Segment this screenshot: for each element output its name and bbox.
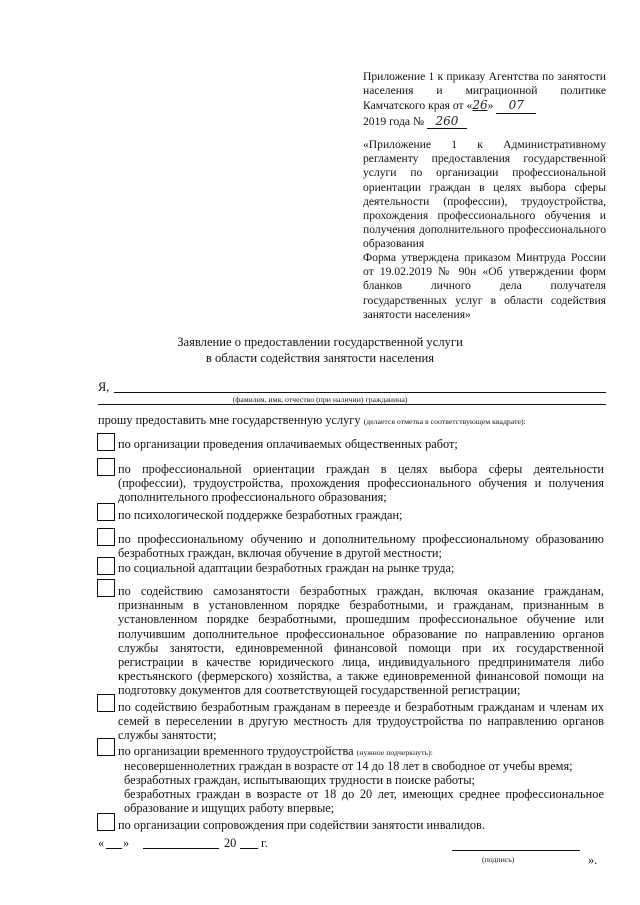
option-temp-employment bbox=[118, 744, 604, 760]
form-approved-text: Форма утверждена приказом Минтруда России от 19.02.2019 № 90н «Об утверждении форм бланков личного дела получателя государственных услуг в области содействия занятости населения» bbox=[363, 251, 606, 321]
handwritten-day: 26 bbox=[472, 98, 488, 113]
quote-close: » bbox=[487, 99, 494, 113]
handwritten-number: 260 bbox=[427, 114, 467, 129]
option-relocation: по содействию безработным гражданам в переезде и безработным гражданам и членам их семей в переселении в другую местность для трудоустройства по направлению органов службы занятости; bbox=[118, 700, 604, 743]
option-psych-support: по психологической поддержке безработных граждан; bbox=[118, 508, 403, 522]
option-public-works: по организации проведения оплачиваемых общественных работ; bbox=[118, 437, 458, 451]
fio-line-2[interactable] bbox=[98, 404, 606, 405]
date-quote-close: » bbox=[123, 836, 130, 850]
temp-sub-difficulties: безработных граждан, испытывающих трудности в поиске работы; bbox=[124, 773, 475, 787]
checkbox-disabled-support[interactable] bbox=[97, 813, 115, 831]
checkbox-prof-orientation[interactable] bbox=[97, 458, 115, 476]
appendix-header bbox=[363, 70, 606, 129]
date-year-suffix: г. bbox=[261, 836, 268, 850]
handwritten-month: 07 bbox=[496, 98, 536, 113]
appendix-text: Приложение 1 к приказу Агентства по занятости населения и миграционной политике Камчатского края от « bbox=[363, 70, 606, 113]
document-title-line2: в области содействия занятости населения bbox=[205, 351, 435, 365]
request-note: (делается отметка в соответствующем квадрате): bbox=[363, 417, 526, 426]
checkbox-public-works[interactable] bbox=[97, 433, 115, 451]
signature-caption: (подпись) bbox=[482, 855, 515, 864]
option-temp-employment-label: по организации временного трудоустройства bbox=[118, 744, 354, 758]
checkbox-prof-training[interactable] bbox=[97, 528, 115, 546]
checkbox-self-employment[interactable] bbox=[97, 579, 115, 597]
temp-sub-graduates: безработных граждан в возрасте от 18 до 20 лет, имеющих среднее профессиональное образование и ищущих работу впервые; bbox=[124, 787, 604, 816]
checkbox-relocation[interactable] bbox=[97, 694, 115, 712]
option-disabled-support: по организации сопровождения при содействии занятости инвалидов. bbox=[118, 818, 485, 832]
signature-line[interactable] bbox=[452, 850, 580, 851]
request-main: прошу предоставить мне государственную услугу bbox=[98, 413, 361, 427]
date-month-line[interactable] bbox=[143, 848, 219, 849]
option-prof-orientation: по профессиональной ориентации граждан в целях выбора сферы деятельности (профессии), трудоустройства, прохождения профессионального обучения и получения дополнительного профессионального образования; bbox=[118, 462, 604, 505]
document-title-line1: Заявление о предоставлении государственной услуги bbox=[177, 335, 463, 349]
option-social-adaptation: по социальной адаптации безработных граждан на рынке труда; bbox=[118, 561, 455, 575]
fio-line[interactable] bbox=[114, 392, 606, 393]
date-year-prefix: 20 bbox=[224, 836, 237, 850]
temp-sub-minors: несовершеннолетних граждан в возрасте от 14 до 18 лет в свободное от учебы время; bbox=[124, 759, 573, 773]
option-self-employment: по содействию самозанятости безработных граждан, включая оказание гражданам, признанным в установленном порядке безработными, и гражданам, признанным в установленном порядке безработными, прошедшим профессиональное обучение или получившим дополнительное профессиональное образование по направлению органов службы занятости, единовременной финансовой помощи при их государственной регистрации в качестве юридического лица, индивидуального предпринимателя либо крестьянского (фермерского) хозяйства, а также единовременной финансовой помощи на подготовку документов для соответствующей государственной регистрации; bbox=[118, 584, 604, 698]
ya-label: Я, bbox=[98, 380, 110, 394]
checkbox-psych-support[interactable] bbox=[97, 503, 115, 521]
date-day-line[interactable] bbox=[106, 848, 122, 849]
appendix-year: 2019 года № bbox=[363, 114, 425, 128]
fio-caption: (фамилия, имя, отчество (при наличии) гражданина) bbox=[232, 395, 408, 404]
closing-quote: ». bbox=[588, 853, 598, 867]
checkbox-social-adaptation[interactable] bbox=[97, 557, 115, 575]
checkbox-temp-employment[interactable] bbox=[97, 738, 115, 756]
request-text bbox=[98, 413, 526, 429]
date-year-line[interactable] bbox=[240, 848, 258, 849]
option-prof-training: по профессиональному обучению и дополнительному профессиональному образованию безработных граждан, включая обучение в другой местности; bbox=[118, 532, 604, 561]
temp-note: (нужное подчеркнуть): bbox=[356, 748, 433, 757]
reglament-text: «Приложение 1 к Административному регламенту предоставления государственной услуги по организации профессиональной ориентации граждан в целях выбора сферы деятельности (профессии), трудоустройства, прохождения профессионального обучения и получения дополнительного профессионального образования bbox=[363, 138, 606, 251]
date-quote-open: « bbox=[98, 836, 105, 850]
